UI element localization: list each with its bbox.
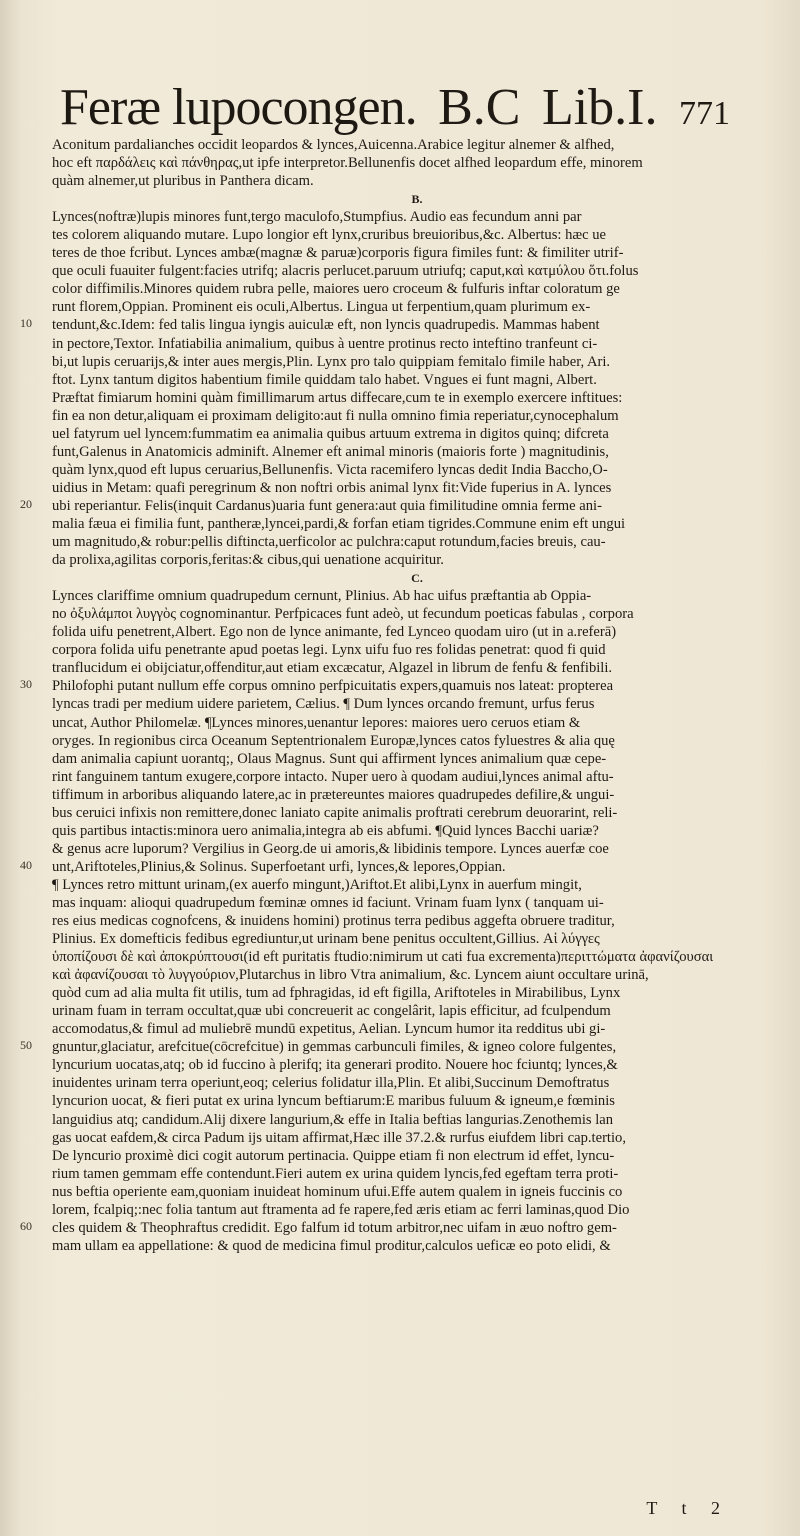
text-line: καὶ ἀφανίζουσαι τὸ λυγγούριον,Plutarchus in libro Vtra animalium, &c. Lyncem aiunt occultare urinā, (52, 967, 649, 984)
text-line: Plinius. Ex domefticis fedibus egrediuntur,ut urinam bene penitus occultent,Gillius. Αἱ λύγγες (52, 931, 600, 948)
text-line: hoc eft παρδάλεις καὶ πάνθηρας,ut ipfe interpretor.Bellunenfis docet alfhed leopardum effe, minorem (52, 155, 643, 172)
text-line: uncat, Author Philomelæ. ¶Lynces minores,uenantur lepores: maiores uero ceruos etiam & (52, 714, 581, 731)
margin-number: 20 (20, 497, 32, 511)
text-line: runt florem,Oppian. Prominent eis oculi,Albertus. Lingua ut ferpentium,quam plurimum ex- (52, 299, 591, 316)
text-line: fin ea non detur,aliquam ei proximam deligito:aut fi nulla omnino fimia reperiatur,cynocephalum (52, 407, 619, 424)
text-line: uel fatyrum uel lyncem:fummatim ea animalia quibus artuum extrema in digitos quinq; difcreta (52, 425, 609, 442)
folio-number: 771 (678, 95, 730, 132)
text-line: um magnitudo,& robur:pellis diftincta,uerficolor ac pulchra:caput rotundum,facies breuis, cau- (52, 534, 606, 551)
text-line: tendunt,&c.Idem: fed talis lingua iyngis auiculæ eft, non lyncis quadrupedis. Mammas habent (52, 317, 600, 334)
body-text (52, 136, 782, 1255)
book-letters: B.C (438, 79, 521, 136)
text-line: lyncas tradi per medium uidere parietem, Cælius. ¶ Dum lynces orcando fremunt, urfus ferus (52, 696, 595, 713)
text-line: inuidentes urinam terra operiunt,eoq; celerius folidatur illa,Plin. Et alibi,Succinum Demoftratus (52, 1075, 610, 1092)
text-line: tranflucidum ei obijciatur,offenditur,aut etiam excæcatur, Algazel in librum de fenfu & fenfibili. (52, 660, 613, 677)
text-line: Præftat fimiarum homini quàm fimillimarum artus diffecare,cum te in exemplo exercere inftitues: (52, 389, 623, 406)
text-line: rium tamen gemmam effe contendunt.Fieri autem ex urina quidem lyncis,fed egeftam terra proti- (52, 1165, 619, 1182)
margin-number: 50 (20, 1038, 32, 1052)
text-line: ὑποπίζουσι δὲ καὶ ἀποκρύπτουσι(id eft puritatis ftudio:nimirum ut cati fua excrementa)περιττώματα ἀφανίζουσαι (52, 949, 714, 966)
text-line: gnuntur,glaciatur, arefcitue(cōcrefcitue) in gemmas carbunculi fimiles, & igneo colore fulgentes, (52, 1039, 617, 1056)
text-line: Lynces clariffime omnium quadrupedum cernunt, Plinius. Ab hac uifus præftantia ab Oppia- (52, 588, 592, 605)
text-line: ¶ Lynces retro mittunt urinam,(ex auerfo mingunt,)Ariftot.Et alibi,Lynx in auerfum mingit, (52, 876, 582, 893)
text-line: cles quidem & Theophraftus credidit. Ego falfum id totum arbitror,nec uifam in æuo noftro gem- (52, 1219, 617, 1236)
text-line: bi,ut lupis ceruarijs,& inter aues mergis,Plin. Lynx pro talo quippiam femitalo fimile haber, Ari. (52, 353, 611, 370)
text-line: ubi reperiantur. Felis(inquit Cardanus)uaria funt genera:aut quia fimilitudine omnia ferme ani- (52, 497, 602, 514)
text-line: res eius medicas cognofcens, & inuidens homini) protinus terra pedibus aggefta obruere traditur, (52, 913, 615, 930)
running-title: Feræ lupocongen. (60, 79, 417, 136)
margin-number: 30 (20, 677, 32, 691)
section-letter: C. (411, 571, 423, 586)
text-line: urinam fuam in terram occultat,quæ ubi concreuerit ac congelârit, lapis efficitur, ad fculpendum (52, 1003, 611, 1020)
text-line: bus ceruici infixis non remittere,donec laniato capite animalis proftrati cerebrum deuorarint, reli- (52, 804, 618, 821)
text-line: De lyncurio proximè dici cogit autorum pertinacia. Quippe etiam fi non electrum id effet, lyncu- (52, 1147, 615, 1164)
text-line: ftot. Lynx tantum digitos habentium fimile quiddam talo habet. Vngues ei funt magni, Albert. (52, 371, 597, 388)
text-line: in pectore,Textor. Infatiabilia animalium, quibus à uentre protinus recto inteftino tranfeunt ci- (52, 335, 598, 352)
text-line: Aconitum pardalianches occidit leopardos & lynces,Auicenna.Arabice legitur alnemer & alfhed, (52, 137, 615, 153)
text-line: tes colorem aliquando mutare. Lupo longior eft lynx,cruribus breuioribus,&c. Albertus: hæc ue (52, 227, 607, 244)
text-line: mas inquam: alioqui quadrupedum fœminæ omnes id faciunt. Vrinam fuam lynx ( tanquam ui- (52, 894, 604, 911)
margin-number: 40 (20, 858, 32, 872)
text-line: dam animalia capiunt uorantq;, Olaus Magnus. Sunt qui affirment lynces animalium quæ cepe- (52, 750, 607, 767)
signature-mark: T t 2 (646, 1498, 730, 1518)
text-line: quòd cum ad alia multa fit utilis, tum ad fphragidas, id eft figilla, Ariftoteles in Mirabilibus, Lynx (52, 985, 621, 1002)
section-letter: B. (411, 192, 423, 207)
text-line: lyncurium uocatas,atq; ob id fuccino à plerifq; ita generari prodito. Nouere hoc fciuntq; lynces,& (52, 1057, 618, 1074)
text-line: mam ullam ea appellatione: & quod de medicina fimul proditur,calculos ueficæ eo poto elidi, & (52, 1237, 611, 1254)
text-line: & genus acre luporum? Vergilius in Georg.de ui amoris,& libidinis tempore. Lynces auerfæ coe (52, 840, 609, 857)
text-line: quàm lynx,quod eft lupus ceruarius,Bellunenfis. Victa racemifero lyncas dedit India Baccho,O- (52, 461, 608, 478)
text-line: funt,Galenus in Anatomicis adminift. Alnemer eft animal minoris (maioris forte ) magnitudinis, (52, 443, 609, 460)
text-line: accomodatus,& fimul ad muliebrē mundū expetitus, Aelian. Lyncum humor ita redditus ubi gi- (52, 1021, 606, 1038)
text-line: languidius atq; candidum.Alij dixere langurium,& effe in Italia beftias langurias.Zenothemis lan (52, 1111, 614, 1128)
text-line: Philofophi putant nullum effe corpus omnino perfpicuitatis expers,quamuis nos lateat: propterea (52, 678, 614, 695)
text-line: Lynces(noftræ)lupis minores funt,tergo maculofo,Stumpfius. Audio eas fecundum anni par (52, 209, 582, 226)
text-line: quis partibus intactis:minora uero animalia,integra ab eis abfumi. ¶Quid lynces Bacchi uariæ? (52, 822, 599, 839)
text-line: teres de thoe fcribut. Lynces ambæ(magnæ & paruæ)corporis figura fimiles funt: & fimiliter utrif- (52, 245, 624, 262)
text-line: oryges. In regionibus circa Oceanum Septentrionalem Europæ,lynces catos fyluestres & alia quę (52, 732, 615, 749)
text-line: rint fanguinem tantum exugere,corpore intacto. Nuper uero à quodam audiui,lynces animal aftu- (52, 768, 614, 785)
text-line: folida uifu penetrent,Albert. Ego non de lynce animante, fed Lynceo quodam uiro (ut in a.referā) (52, 624, 617, 641)
margin-number: 10 (20, 316, 32, 330)
text-line: quàm alnemer,ut pluribus in Panthera dicam. (52, 173, 314, 190)
text-line: no ὀξυλάμποι λυγγὸς cognominantur. Perfpicaces funt adeò, ut fecundum poeticas fabulas , corpora (52, 606, 634, 623)
text-line: gas uocat eafdem,& circa Padum ijs uitam affirmat,Hæc ille 37.2.& rurfus eiufdem libri cap.tertio, (52, 1129, 626, 1146)
text-line: color diffimilis.Minores quidem rubra pelle, maiores uero croceum & fulfuris inftar coloratum ge (52, 281, 620, 298)
text-line: que oculi fuauiter fulgent:facies utrifq; alacris perlucet.paruum utriufq; caput,καὶ κατμύλου ὅτι.folus (52, 263, 639, 280)
text-line: nus beftia operiente eam,quoniam inuideat hominum ufui.Effe autem qualem in igneis fuccinis co (52, 1183, 623, 1200)
text-line: malia fæua ei fimilia funt, pantheræ,lyncei,pardi,& forfan etiam tigrides.Commune enim eft ungui (52, 515, 626, 532)
text-line: uidius in Metam: quafi peregrinum & non noftri orbis animal lynx fit:Vide fuperius in A. lynces (52, 479, 612, 496)
text-line: lyncurion uocat, & fieri putat ex urina lyncum beftiarum:E maribus fuluum & igneum,e fœminis (52, 1093, 615, 1110)
text-line: unt,Ariftoteles,Plinius,& Solinus. Superfoetant urfi, lynces,& lepores,Oppian. (52, 858, 506, 875)
text-line: lorem, fcalpiq;:nec folia tantum aut ftramenta ad fe rapere,fed æris etiam ac ferri laminas,quod Dio (52, 1201, 630, 1218)
text-line: tiffimum in arboribus aliquando latere,ac in prætereuntes maiores quadrupedes defilire,& ungui- (52, 786, 615, 803)
text-line: corpora folida uifu penetrante apud poetas legi. Lynx uifu fuo res folidas penetrat: quod fi quid (52, 642, 606, 659)
margin-number: 60 (20, 1219, 32, 1233)
liber-label: Lib.I. (541, 79, 658, 136)
running-header (60, 78, 730, 137)
text-line: da prolixa,agilitas corporis,feritas:& cibus,qui uenatione acquiritur. (52, 552, 444, 569)
